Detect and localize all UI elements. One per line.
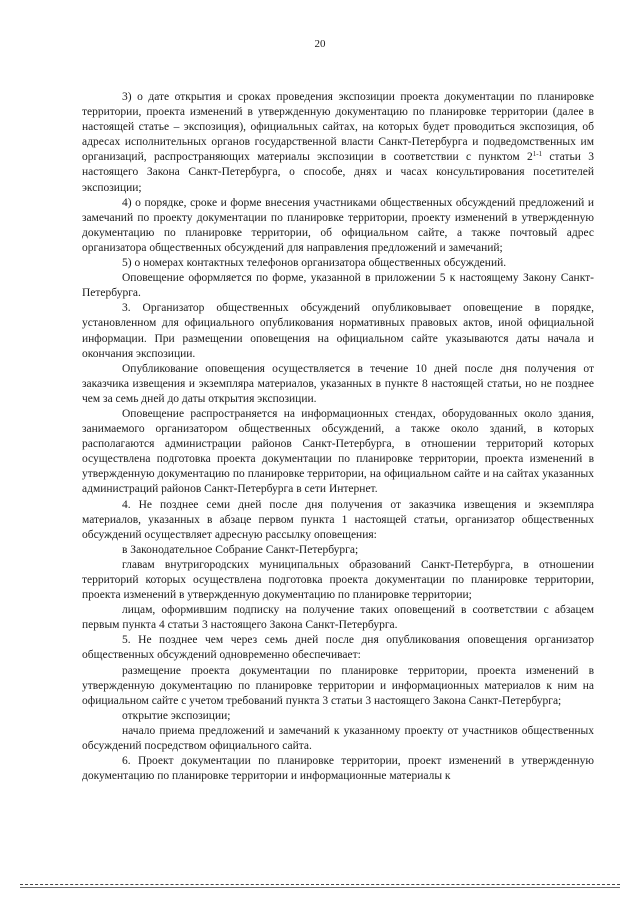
paragraph: открытие экспозиции; — [122, 709, 231, 722]
scan-edge-line — [20, 887, 620, 888]
paragraph: начало приема предложений и замечаний к указанному проекту от участников общественных обсуждений посредством официального сайта. — [82, 724, 594, 753]
scan-edge-line — [20, 884, 620, 885]
paragraph: 4) о порядке, сроке и форме внесения участниками общественных обсуждений предложений и замечаний по проекту документации по планировке территории, проекту изменений в утвержденную документацию по планировке территории, об официальном сайте, а также почтовый адрес организатора общественных обсуждений для направления предложений и замечаний; — [82, 196, 594, 254]
paragraph-text-tail: статьи 3 настоящего Закона Санкт-Петербурга, о способе, днях и часах консультирования посетителей экспозиции; — [82, 151, 594, 194]
paragraph: Оповещение распространяется на информационных стендах, оборудованных около здания, занимаемого организатором общественных обсуждений, а также около зданий, в которых располагаются администрации районов Санкт-Петербурга, в отношении территорий которых осуществлена подготовка проекта документации по планировке территории, проекта изменений в утвержденную документацию по планировке территории, на официальном сайте и на сайтах указанных администраций районов Санкт-Петербурга в сети Интернет. — [82, 407, 594, 496]
paragraph: главам внутригородских муниципальных образований Санкт-Петербурга, в отношении территорий которых осуществлена подготовка проекта документации по планировке территории, проекта изменений в утвержденную документацию по планировке территории; — [82, 558, 594, 602]
paragraph: 5) о номерах контактных телефонов организатора общественных обсуждений. — [122, 257, 507, 270]
paragraph: Опубликование оповещения осуществляется в течение 10 дней после дня получения от заказчика извещения и экземпляра материалов, указанных в пункте 8 настоящей статьи, но не позднее чем за семь дней до даты открытия экспозиции. — [82, 362, 594, 405]
superscript: 1-1 — [532, 150, 543, 159]
paragraph: 6. Проект документации по планировке территории, проект изменений в утвержденную документацию по планировке территории и информационные материалы к — [82, 755, 594, 783]
paragraph-text: 3) о дате открытия и сроках проведения экспозиции проекта документации по планировке территории, проекта изменений в утвержденную документацию по планировке территории (далее в настоящей статье – экспозиция), официальных сайтах, на которых будет проводиться экспозиция, об адресах исполнительных органов государственной власти Санкт-Петербурга и подведомственных им организаций, распространяющих материалы экспозиции в соответствии с пунктом 2 — [82, 91, 594, 164]
paragraph: лицам, оформившим подписку на получение таких оповещений в соответствии с абзацем первым пункта 4 статьи 3 настоящего Закона Санкт-Петербурга. — [82, 604, 594, 632]
paragraph: 4. Не позднее семи дней после дня получения от заказчика извещения и экземпляра материалов, указанных в абзаце первом пункта 1 настоящей статьи, организатор общественных обсуждений осуществляет адресную рассылку оповещения: — [82, 498, 594, 541]
paragraph: размещение проекта документации по планировке территории, проекта изменений в утвержденную документацию по планировке территории и информационных материалов к ним на официальном сайте с учетом требований пункта 3 статьи 3 настоящего Закона Санкт-Петербурга; — [82, 664, 594, 707]
document-body — [82, 90, 594, 784]
paragraph — [82, 90, 594, 196]
paragraph: 5. Не позднее чем через семь дней после дня опубликования оповещения организатор общественных обсуждений одновременно обеспечивает: — [82, 634, 594, 662]
page-number: 20 — [314, 38, 326, 50]
paragraph: Оповещение оформляется по форме, указанной в приложении 5 к настоящему Закону Санкт-Петербурга. — [82, 272, 594, 300]
paragraph: 3. Организатор общественных обсуждений опубликовывает оповещение в порядке, установленном для официального опубликования нормативных правовых актов, иной официальной информации. При размещении оповещения на официальном сайте указываются даты начала и окончания экспозиции. — [82, 302, 594, 360]
paragraph: в Законодательное Собрание Санкт-Петербурга; — [122, 543, 359, 556]
